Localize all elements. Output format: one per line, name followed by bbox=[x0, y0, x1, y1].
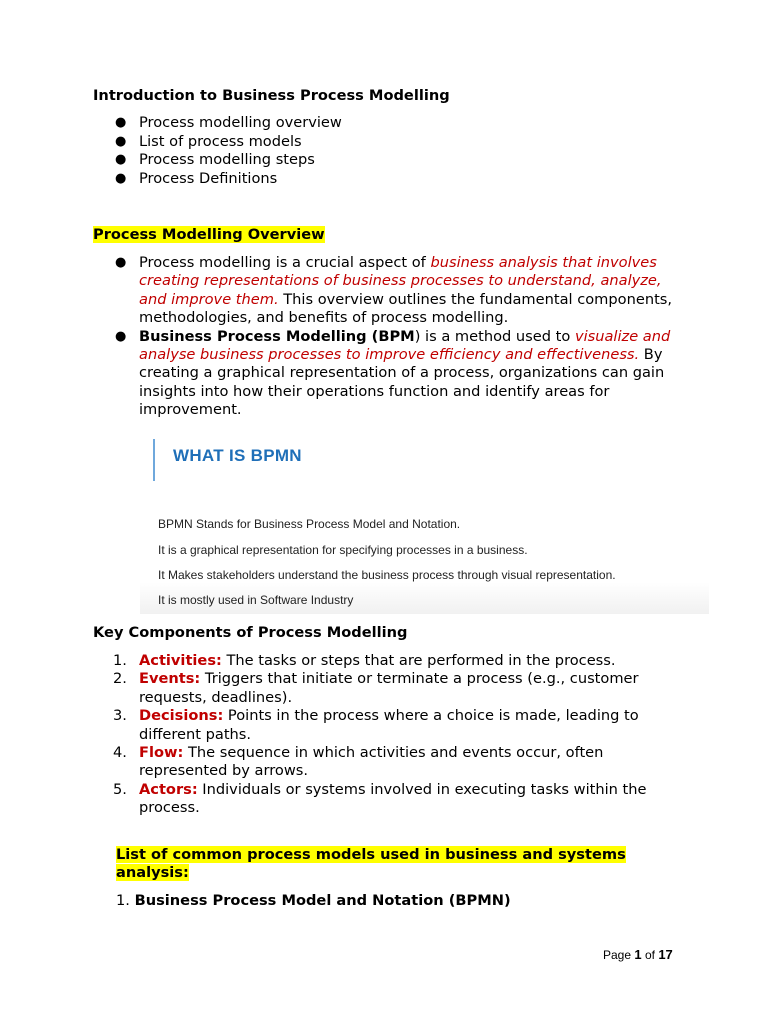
figure-line: It Makes stakeholders understand the business process through visual representation. bbox=[158, 568, 616, 582]
list-item bbox=[93, 781, 683, 818]
list-item bbox=[93, 744, 683, 781]
bullet-text: By creating a graphical representation of a process, organizations can gain insights into how their operations function and identify areas for improvement. bbox=[139, 346, 665, 419]
list-item bbox=[93, 133, 342, 152]
bullet-icon: ● bbox=[115, 170, 127, 186]
key-components-list bbox=[93, 652, 683, 818]
page-total: 17 bbox=[658, 947, 673, 962]
bold-term: Business Process Modelling (BPM bbox=[139, 327, 415, 345]
table-of-contents-list bbox=[93, 114, 342, 188]
accent-bar bbox=[153, 439, 155, 481]
page-number: 1 bbox=[634, 947, 642, 962]
list-item bbox=[93, 652, 683, 670]
bullet-icon: ● bbox=[115, 152, 127, 167]
list-item bbox=[93, 707, 683, 744]
component-term: Decisions: bbox=[139, 707, 224, 725]
bullet-text: This overview outlines the fundamental components, methodologies, and benefits of process modelling. bbox=[139, 290, 673, 327]
list-item bbox=[93, 670, 683, 707]
component-description: Individuals or systems involved in executing tasks within the process. bbox=[139, 780, 647, 817]
emphasis-text: business analysis that involves creating representations of business processes to understand, analyze, and improve them. bbox=[139, 254, 662, 308]
highlighted-heading-text: List of common process models used in business and systems analysis: bbox=[116, 846, 626, 882]
toc-item-label: Process modelling overview bbox=[139, 114, 342, 131]
list-number: 2. bbox=[113, 670, 127, 688]
figure-line: It is a graphical representation for specifying processes in a business. bbox=[158, 543, 528, 557]
document-title: Introduction to Business Process Modelling bbox=[93, 87, 450, 104]
first-model-line bbox=[116, 892, 511, 910]
component-description: Triggers that initiate or terminate a process (e.g., customer requests, deadlines). bbox=[139, 670, 639, 706]
list-item bbox=[93, 151, 342, 170]
component-term: Actors: bbox=[139, 780, 198, 798]
model-name: Business Process Model and Notation (BPMN) bbox=[134, 892, 511, 909]
list-item bbox=[93, 170, 342, 189]
list-number: 1. bbox=[113, 652, 127, 669]
list-number: 5. bbox=[113, 780, 127, 798]
figure-line: It is mostly used in Software Industry bbox=[158, 593, 354, 607]
list-item bbox=[93, 328, 683, 420]
toc-item-label: Process Definitions bbox=[139, 169, 278, 187]
toc-item-label: List of process models bbox=[139, 132, 302, 150]
section-heading-process-models bbox=[116, 846, 676, 883]
list-item bbox=[93, 254, 683, 328]
figure-title: WHAT IS BPMN bbox=[173, 446, 302, 465]
list-number: 4. bbox=[113, 744, 127, 762]
section-heading-overview bbox=[93, 226, 325, 244]
component-description: Points in the process where a choice is made, leading to different paths. bbox=[139, 707, 639, 743]
component-term: Flow: bbox=[139, 744, 184, 762]
list-number: 1. bbox=[116, 892, 130, 909]
bullet-icon: ● bbox=[115, 115, 127, 130]
bullet-text: ) is a method used to bbox=[414, 327, 575, 345]
list-number: 3. bbox=[113, 707, 127, 725]
page-footer bbox=[603, 946, 673, 964]
list-item bbox=[93, 114, 342, 133]
bullet-icon: ● bbox=[115, 133, 127, 149]
figure-line: BPMN Stands for Business Process Model and Notation. bbox=[158, 517, 461, 531]
highlighted-heading-text: Process Modelling Overview bbox=[93, 226, 325, 243]
component-description: The tasks or steps that are performed in the process. bbox=[221, 652, 616, 669]
bullet-icon: ● bbox=[115, 255, 127, 270]
toc-item-label: Process modelling steps bbox=[139, 151, 315, 168]
page-label: Page bbox=[603, 948, 632, 962]
overview-bullet-list bbox=[93, 254, 683, 420]
bullet-text: Process modelling is a crucial aspect of bbox=[139, 254, 431, 271]
component-term: Activities: bbox=[139, 652, 222, 669]
emphasis-text: visualize and analyse business processes to improve efficiency and effectiveness. bbox=[139, 327, 671, 364]
component-description: The sequence in which activities and events occur, often represented by arrows. bbox=[139, 744, 604, 780]
bpmn-definition-image bbox=[140, 437, 709, 614]
of-label: of bbox=[644, 948, 655, 962]
section-heading-key-components: Key Components of Process Modelling bbox=[93, 624, 408, 641]
bullet-icon: ● bbox=[115, 328, 127, 344]
component-term: Events: bbox=[139, 670, 201, 688]
